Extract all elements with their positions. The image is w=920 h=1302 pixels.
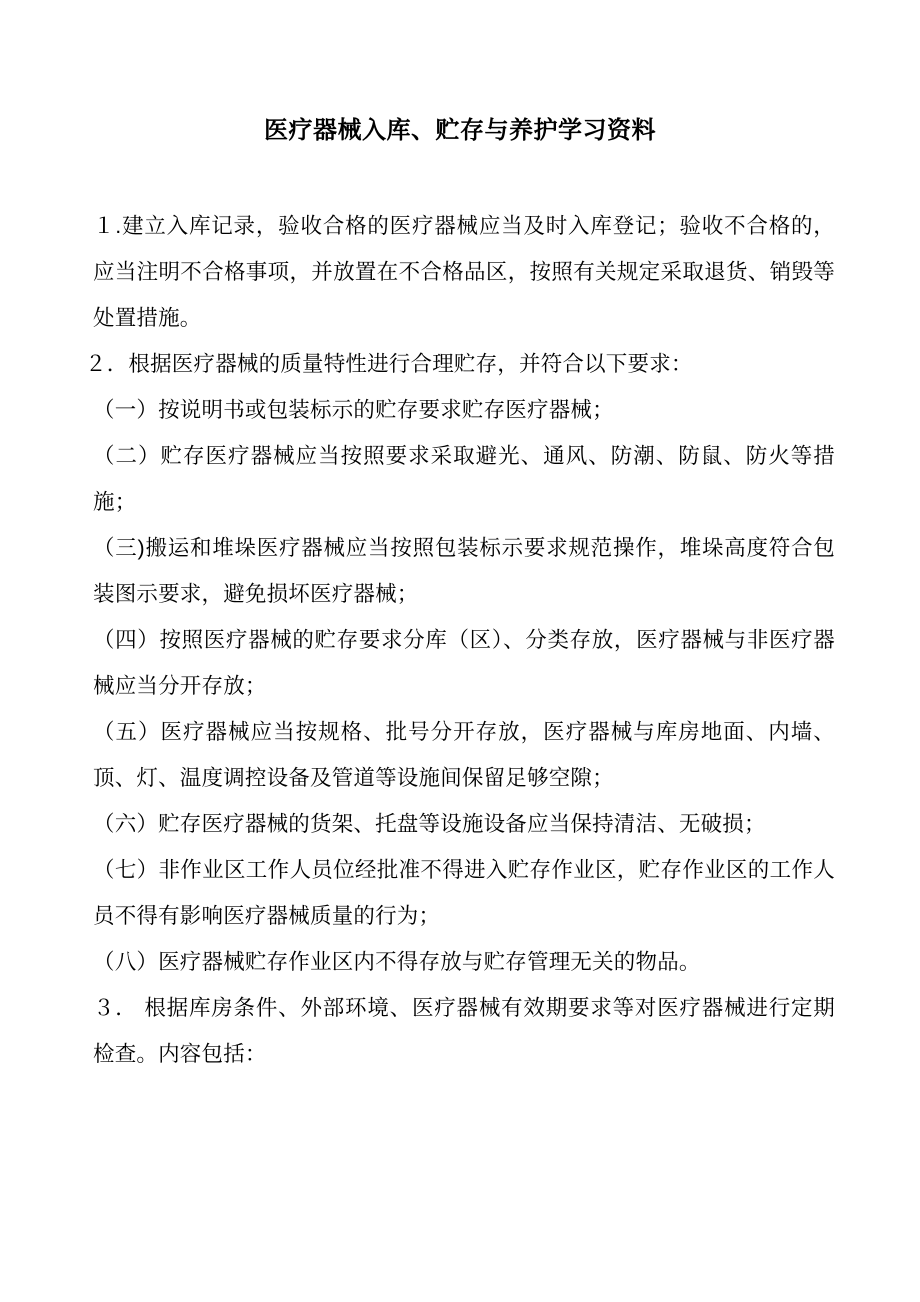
page-title: 医疗器械入库、贮存与养护学习资料 [264, 117, 656, 144]
paragraph-11: ３． 根据库房条件、外部环境、医疗器械有效期要求等对医疗器械进行定期检查。内容包括： [93, 996, 835, 1066]
paragraph-3: （一）按说明书或包装标示的贮存要求贮存医疗器械； [93, 398, 614, 422]
paragraph-8: （六）贮存医疗器械的货架、托盘等设施设备应当保持清洁、无破损； [93, 812, 766, 836]
paragraph-1: １.建立入库记录，验收合格的医疗器械应当及时入库登记；验收不合格的，应当注明不合格事项，并放置在不合格品区，按照有关规定采取退货、销毁等处置措施。 [93, 214, 835, 330]
paragraph-4: （二）贮存医疗器械应当按照要求采取避光、通风、防潮、防鼠、防火等措施； [93, 444, 835, 514]
paragraph-5: （三)搬运和堆垛医疗器械应当按照包装标示要求规范操作，堆垛高度符合包装图示要求，避免损坏医疗器械； [93, 536, 835, 606]
paragraph-7: （五）医疗器械应当按规格、批号分开存放，医疗器械与库房地面、内墙、顶、灯、温度调控设备及管道等设施间保留足够空隙； [93, 720, 835, 790]
paragraph-2: ２．根据医疗器械的质量特性进行合理贮存，并符合以下要求： [85, 352, 693, 376]
paragraph-6: （四）按照医疗器械的贮存要求分库（区）、分类存放，医疗器械与非医疗器械应当分开存放； [93, 628, 835, 698]
paragraph-10: （八）医疗器械贮存作业区内不得存放与贮存管理无关的物品。 [93, 950, 701, 974]
document-body [85, 203, 835, 1077]
paragraph-9: （七）非作业区工作人员位经批准不得进入贮存作业区，贮存作业区的工作人员不得有影响医疗器械质量的行为； [93, 858, 835, 928]
